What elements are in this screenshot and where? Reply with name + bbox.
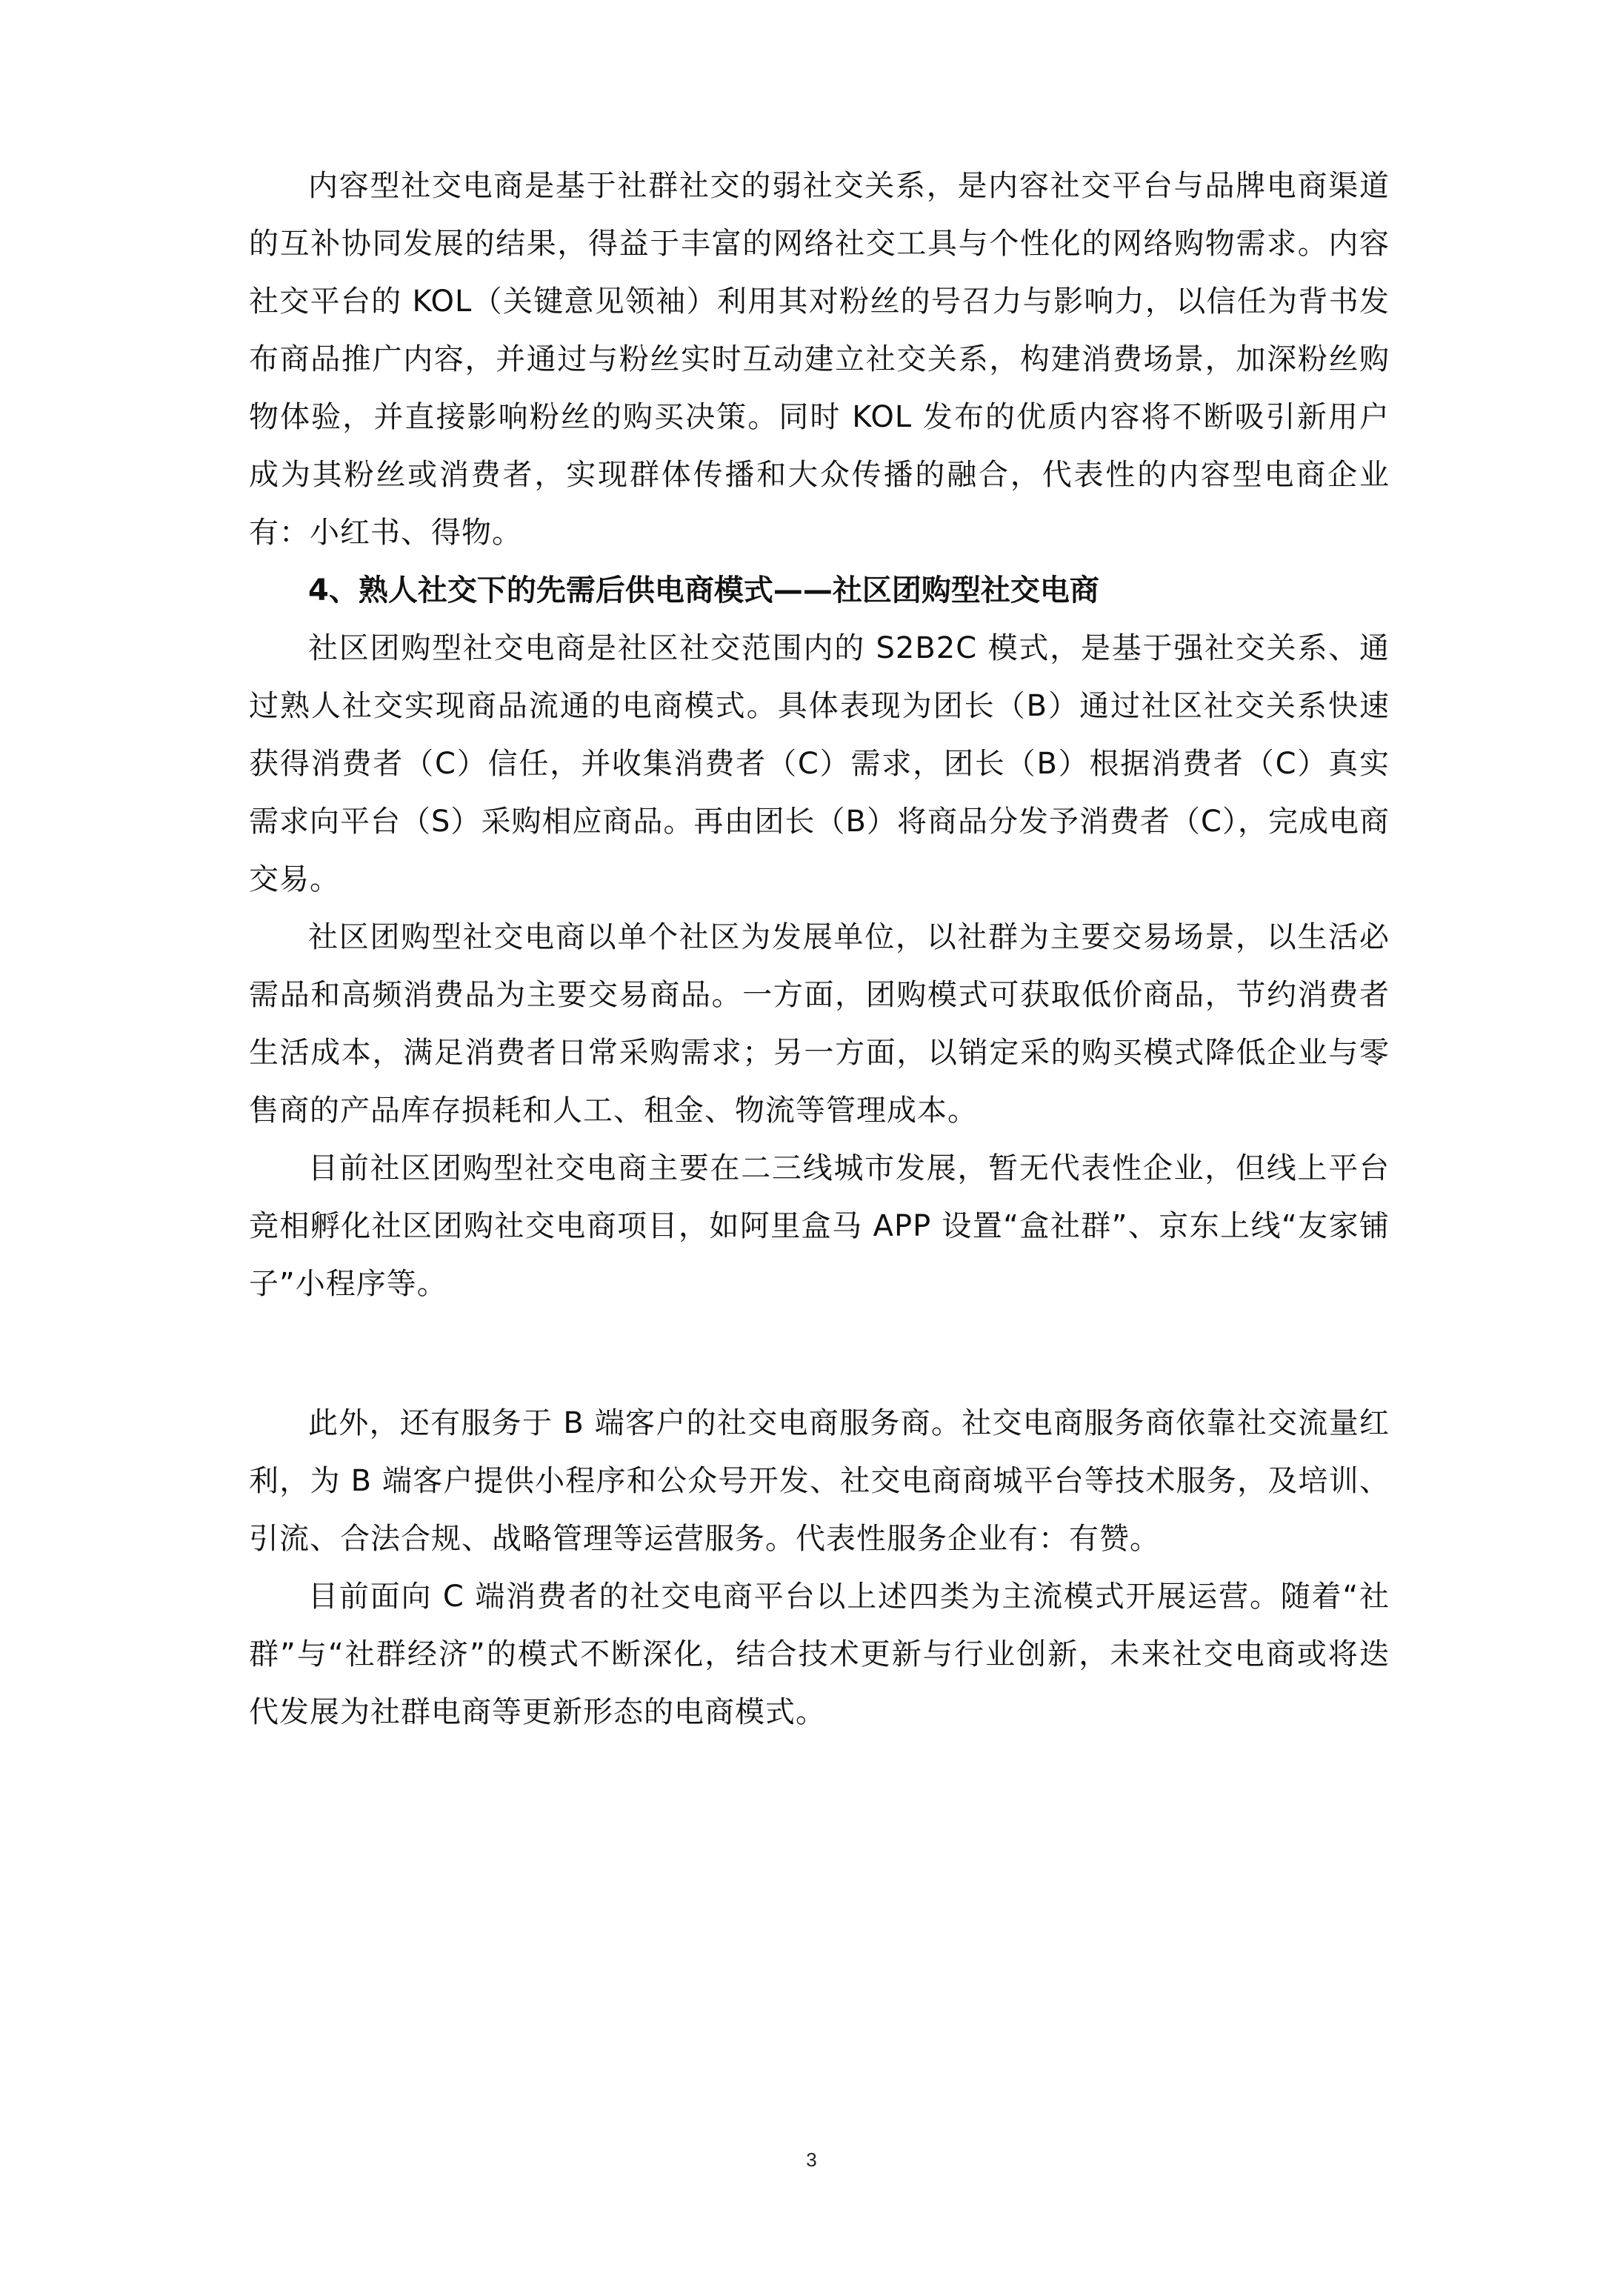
- document-body: [249, 157, 1390, 1741]
- paragraph-service-providers: 此外，还有服务于 B 端客户的社交电商服务商。社交电商服务商依靠社交流量红利，为 B 端客户提供小程序和公众号开发、社交电商商城平台等技术服务，及培训、引流、合法合规、战略管理等运营服务。代表性服务企业有：有赞。: [249, 1406, 1390, 1556]
- paragraph-content-social-ecommerce: 内容型社交电商是基于社群社交的弱社交关系，是内容社交平台与品牌电商渠道的互补协同发展的结果，得益于丰富的网络社交工具与个性化的网络购物需求。内容社交平台的 KOL（关键意见领袖）利用其对粉丝的号召力与影响力，以信任为背书发布商品推广内容，并通过与粉丝实时互动建立社交关系，构建消费场景，加深粉丝购物体验，并直接影响粉丝的购买决策。同时 KOL 发布的优质内容将不断吸引新用户成为其粉丝或消费者，实现群体传播和大众传播的融合，代表性的内容型电商企业有：小红书、得物。: [249, 169, 1390, 550]
- paragraph-conclusion: 目前面向 C 端消费者的社交电商平台以上述四类为主流模式开展运营。随着“社群”与“社群经济”的模式不断深化，结合技术更新与行业创新，未来社交电商或将迭代发展为社群电商等更新形态的电商模式。: [249, 1580, 1390, 1729]
- paragraph-community-group-buying-status: 目前社区团购型社交电商主要在二三线城市发展，暂无代表性企业，但线上平台竞相孵化社区团购社交电商项目，如阿里盒马 APP 设置“盒社群”、京东上线“友家铺子”小程序等。: [249, 1151, 1390, 1301]
- paragraph-community-group-buying-definition: 社区团购型社交电商是社区社交范围内的 S2B2C 模式，是基于强社交关系、通过熟人社交实现商品流通的电商模式。具体表现为团长（B）通过社区社交关系快速获得消费者（C）信任，并收集消费者（C）需求，团长（B）根据消费者（C）真实需求向平台（S）采购相应商品。再由团长（B）将商品分发予消费者（C），完成电商交易。: [249, 631, 1390, 896]
- paragraph-gap: [249, 1313, 1390, 1394]
- paragraph-community-group-buying-features: 社区团购型社交电商以单个社区为发展单位，以社群为主要交易场景，以生活必需品和高频消费品为主要交易商品。一方面，团购模式可获取低价商品，节约消费者生活成本，满足消费者日常采购需求；另一方面，以销定采的购买模式降低企业与零售商的产品库存损耗和人工、租金、物流等管理成本。: [249, 920, 1390, 1128]
- section-heading: 4、熟人社交下的先需后供电商模式——社区团购型社交电商: [308, 573, 1099, 608]
- page-number: 3: [806, 2149, 817, 2171]
